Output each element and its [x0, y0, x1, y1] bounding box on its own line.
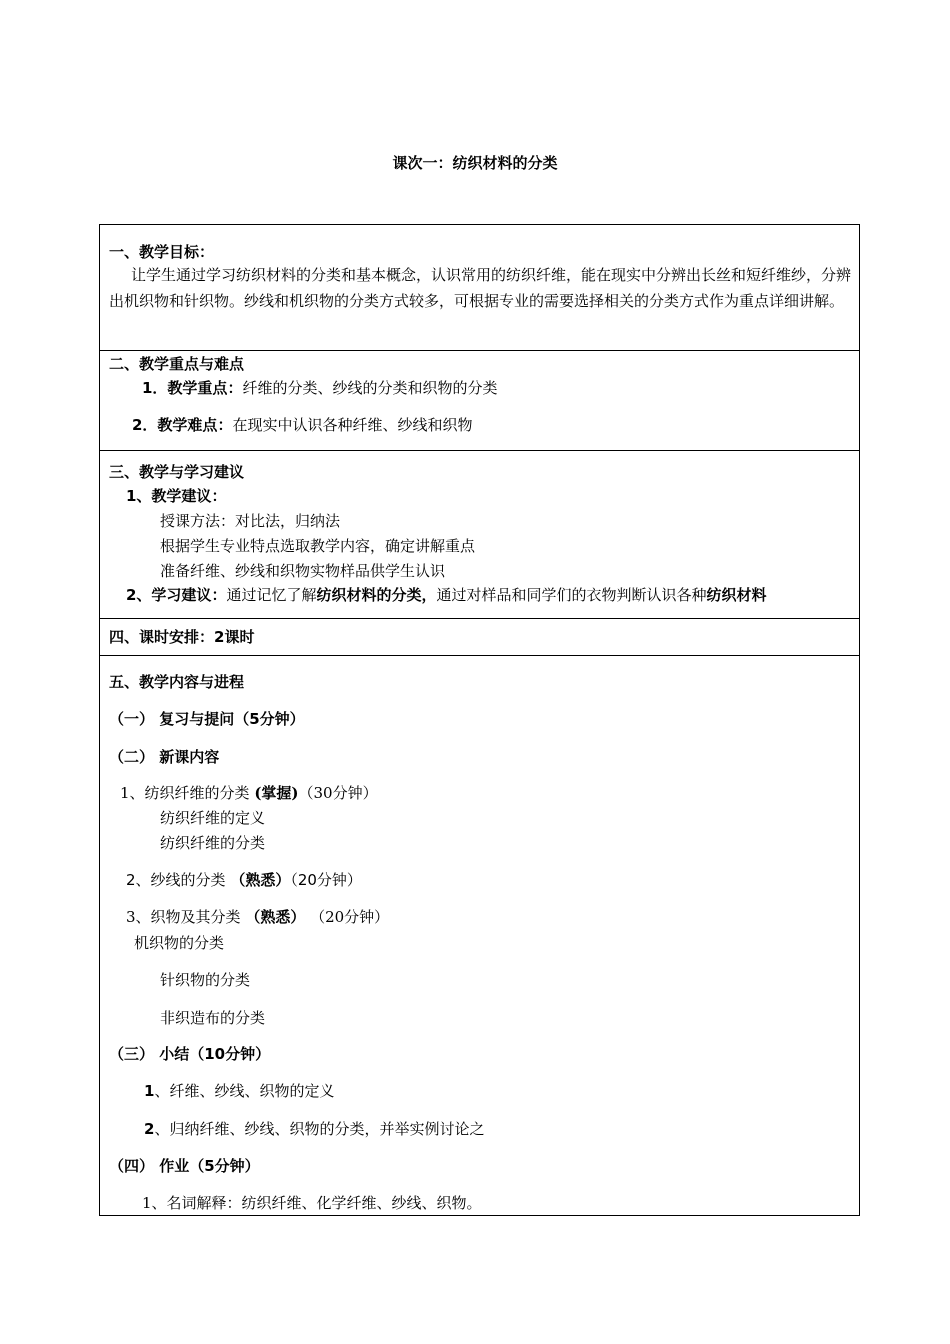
content-item-fabric-time: （20分钟） [305, 908, 390, 926]
objectives-body: 让学生通过学习纺织材料的分类和基本概念，认识常用的纺织纤维，能在现实中分辨出长丝和短纤维纱，分辨出机织物和针织物。纱线和机织物的分类方式较多，可根据专业的需要选择相关的分类方式作为重点详细讲解。 [109, 266, 852, 310]
content-item-yarn-level: （熟悉） [230, 871, 291, 889]
new-content-heading: （二） 新课内容 [109, 748, 220, 766]
learning-text-b: 纺织材料的分类 [316, 586, 422, 604]
section-suggestions [100, 451, 859, 619]
key-point-2-label: 2．教学难点： [132, 416, 233, 434]
page-title: 课次一：纺织材料的分类 [392, 154, 558, 172]
content-item-fibers-time: （30分钟） [298, 784, 378, 802]
key-points-heading: 二、教学重点与难点 [109, 355, 245, 373]
schedule-heading: 四、课时安排：2课时 [109, 628, 255, 646]
key-point-1-text: 纤维的分类、纱线的分类和织物的分类 [242, 379, 498, 397]
content-heading: 五、教学内容与进程 [109, 673, 245, 691]
content-item-fabric-text: 3、织物及其分类 [126, 908, 246, 926]
content-item-fabric-level: （熟悉） [245, 908, 306, 926]
teaching-suggestion-item: 准备纤维、纱线和织物实物样品供学生认识 [160, 562, 446, 580]
key-point-1 [142, 378, 497, 398]
homework-item: 1、名词解释：纺织纤维、化学纤维、纱线、织物。 [142, 1194, 482, 1212]
summary-item-text: 、纤维、纱线、织物的定义 [154, 1082, 335, 1100]
key-point-2 [132, 415, 472, 435]
content-item-yarn-time: （20分钟） [290, 871, 362, 889]
suggestions-heading: 三、教学与学习建议 [109, 463, 245, 481]
content-subitem: 纺织纤维的分类 [160, 834, 266, 852]
objectives-heading: 一、教学目标： [109, 243, 215, 261]
content-item-fibers [120, 783, 378, 803]
content-subitem: 机织物的分类 [134, 934, 225, 952]
content-item-yarn-text: 2、纱线的分类 [126, 871, 231, 889]
homework-heading: （四） 作业（5分钟） [109, 1157, 260, 1175]
section-key-points [100, 351, 859, 451]
teaching-suggestion-label: 1、教学建议： [126, 487, 227, 505]
content-item-fibers-level: (掌握) [254, 784, 299, 802]
summary-item-text: 、归纳纤维、纱线、织物的分类，并举实例讨论之 [154, 1120, 485, 1138]
learning-suggestion [126, 585, 767, 605]
learning-text-e: 纺织材料 [706, 586, 767, 604]
section-objectives [100, 225, 859, 351]
content-item-fibers-text: 1、纺织纤维的分类 [120, 784, 255, 802]
learning-suggestion-label: 2、学习建议： [126, 586, 227, 604]
learning-text-d: 通过对样品和同学们的衣物判断认识各种 [436, 586, 707, 604]
content-subitem: 非织造布的分类 [160, 1009, 266, 1027]
review-heading: （一） 复习与提问（5分钟） [109, 710, 305, 728]
summary-item-number: 1 [144, 1082, 155, 1100]
summary-item [144, 1081, 334, 1101]
summary-item [144, 1119, 484, 1139]
summary-heading: （三） 小结（10分钟） [109, 1045, 271, 1063]
lesson-table [99, 224, 860, 1216]
teaching-suggestion-item: 根据学生专业特点选取教学内容，确定讲解重点 [160, 537, 476, 555]
summary-item-number: 2 [144, 1120, 155, 1138]
content-item-yarn [126, 870, 362, 890]
teaching-suggestion-item: 授课方法：对比法，归纳法 [160, 512, 341, 530]
learning-text-c: ， [421, 586, 437, 604]
content-subitem: 针织物的分类 [160, 971, 251, 989]
learning-text-a: 通过记忆了解 [226, 586, 317, 604]
content-subitem: 纺织纤维的定义 [160, 809, 266, 827]
section-schedule [100, 619, 859, 656]
key-point-1-label: 1．教学重点： [142, 379, 243, 397]
content-item-fabric [126, 907, 389, 927]
key-point-2-text: 在现实中认识各种纤维、纱线和织物 [232, 416, 473, 434]
section-content [100, 656, 859, 1215]
